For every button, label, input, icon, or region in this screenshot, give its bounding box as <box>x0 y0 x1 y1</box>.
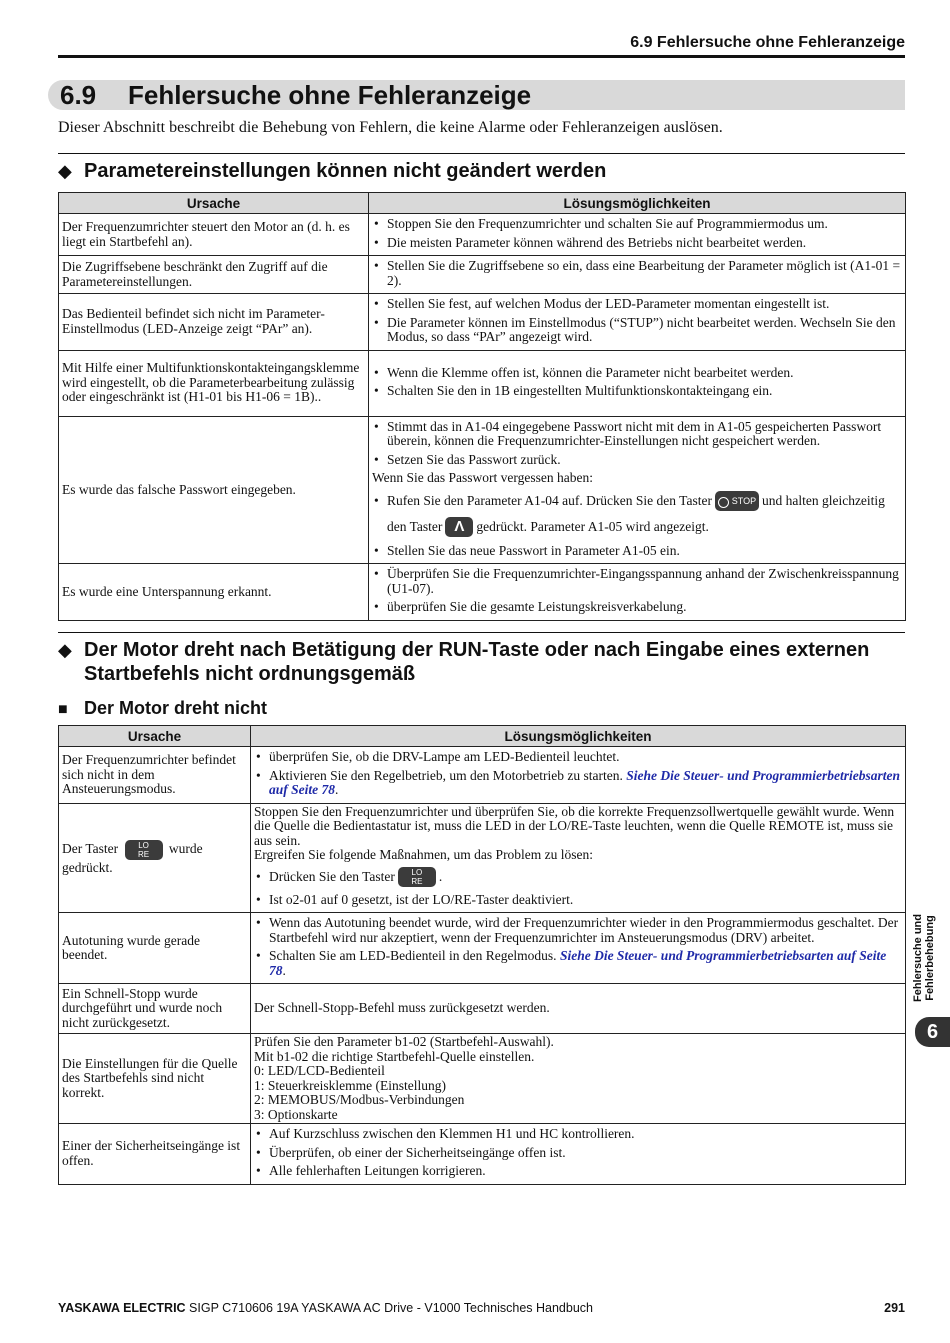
solution-cell <box>369 256 906 294</box>
table-row <box>59 294 906 351</box>
cause-cell: Die Zugriffsebene beschränkt den Zugriff auf die Parametereinstellungen. <box>59 256 369 294</box>
solution-line: Prüfen Sie den Parameter b1-02 (Startbefehl-Auswahl). <box>254 1034 554 1049</box>
solution-item: • Überprüfen, ob einer der Sicherheitseingänge offen ist. <box>254 1146 902 1161</box>
solution-cell <box>369 294 906 351</box>
cause-cell: Der Taster LO RE wurde gedrückt. <box>59 803 251 913</box>
lo-re-key-icon: LO RE <box>398 867 436 887</box>
solution-item: • Auf Kurzschluss zwischen den Klemmen H1 und HC kontrollieren. <box>254 1127 902 1142</box>
forgot-password-label: Wenn Sie das Passwort vergessen haben: <box>372 470 593 485</box>
solution-item: • Schalten Sie am LED-Bedienteil in den Regelmodus. Siehe Die Steuer- und Programmierbetriebsarten auf Seite 78. <box>254 949 902 978</box>
table-row <box>59 803 906 913</box>
cause-cell: Es wurde eine Unterspannung erkannt. <box>59 564 369 621</box>
solution-line: 0: LED/LCD-Bedienteil <box>254 1063 385 1078</box>
column-header-solutions: Lösungsmöglichkeiten <box>251 726 906 747</box>
solution-cell <box>251 747 906 804</box>
section-number: 6.9 <box>60 80 97 110</box>
chapter-side-tab <box>900 906 948 1016</box>
solution-item: • überprüfen Sie, ob die DRV-Lampe am LED-Bedienteil leuchtet. <box>254 750 902 765</box>
solution-item: • Stellen Sie das neue Passwort in Parameter A1-05 ein. <box>372 544 902 559</box>
footer <box>58 1301 905 1315</box>
cause-cell: Es wurde das falsche Passwort eingegeben. <box>59 416 369 564</box>
column-header-cause: Ursache <box>59 726 251 747</box>
solution-cell <box>369 416 906 564</box>
subsubsection-heading <box>58 696 267 722</box>
table-row <box>59 214 906 256</box>
subsection-title: Parametereinstellungen können nicht geändert werden <box>84 160 607 182</box>
table-row <box>59 256 906 294</box>
solution-item: • Alle fehlerhaften Leitungen korrigieren. <box>254 1164 902 1179</box>
solution-item: • Drücken Sie den Taster LO RE . <box>254 865 902 889</box>
square-icon: ■ <box>58 701 68 718</box>
solution-cell <box>369 350 906 416</box>
column-header-solutions: Lösungsmöglichkeiten <box>369 193 906 214</box>
solution-item: • Stoppen Sie den Frequenzumrichter und schalten Sie auf Programmiermodus um. <box>372 217 902 232</box>
subsection-rule <box>58 153 905 154</box>
table-row <box>59 747 906 804</box>
cause-cell: Die Einstellungen für die Quelle des Startbefehls sind nicht korrekt. <box>59 1034 251 1124</box>
table-row <box>59 350 906 416</box>
solution-line: 2: MEMOBUS/Modbus-Verbindungen <box>254 1092 465 1107</box>
stop-key-icon: STOP <box>715 491 759 511</box>
diamond-icon: ◆ <box>58 640 72 660</box>
solution-item: • Setzen Sie das Passwort zurück. <box>372 453 902 468</box>
solution-item: • Überprüfen Sie die Frequenzumrichter-Eingangsspannung anhand der Zwischenkreisspannung (U1-07). <box>372 567 902 596</box>
solution-cell <box>251 913 906 984</box>
subsection-rule <box>58 632 905 633</box>
footer-document: SIGP C710606 19A YASKAWA AC Drive - V1000 Technisches Handbuch <box>185 1301 593 1315</box>
solution-item: • Stimmt das in A1-04 eingegebene Passwort nicht mit dem in A1-05 gespeicherten Passwort überein, können die Frequenzumrichter-Einstellungen nicht gespeichert werden. <box>372 420 902 449</box>
subsubsection-title: Der Motor dreht nicht <box>84 698 267 718</box>
solution-cell <box>251 1034 906 1124</box>
cause-cell: Mit Hilfe einer Multifunktionskontakteingangsklemme wird eingestellt, ob die Parameterbearbeitung zulässig oder eingeschränkt ist (H1-01 bis H1-06 = 1B).. <box>59 350 369 416</box>
solution-item: • Rufen Sie den Parameter A1-04 auf. Drücken Sie den Taster STOP und halten gleichzeitig den Taster Λ gedrückt. Parameter A1-05 wird angezeigt. <box>372 488 902 540</box>
table-row <box>59 416 906 564</box>
solution-line: Mit b1-02 die richtige Startbefehl-Quelle einstellen. <box>254 1048 535 1064</box>
table-row <box>59 1034 906 1124</box>
solution-line: 3: Optionskarte <box>254 1106 338 1122</box>
section-title-bar <box>48 80 905 110</box>
subsection-title-line2: Startbefehls nicht ordnungsgemäß <box>84 663 416 685</box>
table-row <box>59 984 906 1034</box>
chapter-side-tab-label: Fehlersuche und Fehlerbehebung <box>912 913 936 1003</box>
section-title: Fehlersuche ohne Fehleranzeige <box>128 80 532 110</box>
solution-item: • Aktivieren Sie den Regelbetrieb, um den Motorbetrieb zu starten. Siehe Die Steuer- und Programmierbetriebsarten auf Seite 78. <box>254 769 902 798</box>
solution-text: Stoppen Sie den Frequenzumrichter und überprüfen Sie, ob die korrekte Frequenzsollwertquelle gewählt wurde. Wenn die Quelle die Bedientastatur ist, muss die LED in der LO/RE-Taste leuchten, wenn die Quelle REMOTE ist, muss sie aus sein. <box>254 803 895 848</box>
up-arrow-key-icon: Λ <box>445 517 473 537</box>
solution-line: 1: Steuerkreisklemme (Einstellung) <box>254 1077 446 1093</box>
solution-item: • Stellen Sie die Zugriffsebene so ein, dass eine Bearbeitung der Parameter möglich ist (A1-01 = 2). <box>372 259 902 288</box>
solution-item: • Ist o2-01 auf 0 gesetzt, ist der LO/RE-Taster deaktiviert. <box>254 893 902 908</box>
solution-text: Ergreifen Sie folgende Maßnahmen, um das Problem zu lösen: <box>254 847 594 862</box>
diamond-icon: ◆ <box>58 161 72 181</box>
cause-cell: Das Bedienteil befindet sich nicht im Parameter-Einstellmodus (LED-Anzeige zeigt “PAr” an). <box>59 294 369 351</box>
cross-reference-link[interactable]: Siehe Die Steuer- und Programmierbetriebsarten auf Seite 78 <box>269 948 887 978</box>
subsection-title-line1: Der Motor dreht nach Betätigung der RUN-Taste oder nach Eingabe eines externen <box>84 639 870 661</box>
table-row <box>59 1124 906 1185</box>
subsection-heading <box>58 159 606 183</box>
solution-cell: Der Schnell-Stopp-Befehl muss zurückgesetzt werden. <box>251 984 906 1034</box>
solution-item: • überprüfen Sie die gesamte Leistungskreisverkabelung. <box>372 600 902 615</box>
solution-item: • Wenn die Klemme offen ist, können die Parameter nicht bearbeitet werden. <box>372 366 902 381</box>
cause-cell: Einer der Sicherheitseingänge ist offen. <box>59 1124 251 1185</box>
running-header: 6.9 Fehlersuche ohne Fehleranzeige <box>630 34 905 51</box>
table-row <box>59 913 906 984</box>
intro-paragraph: Dieser Abschnitt beschreibt die Behebung von Fehlern, die keine Alarme oder Fehleranzeigen auslösen. <box>58 119 723 136</box>
chapter-number-tab: 6 <box>915 1017 950 1047</box>
column-header-cause: Ursache <box>59 193 369 214</box>
cause-cell: Autotuning wurde gerade beendet. <box>59 913 251 984</box>
cause-cell: Der Frequenzumrichter steuert den Motor an (d. h. es liegt ein Startbefehl an). <box>59 214 369 256</box>
solution-cell <box>251 1124 906 1185</box>
solution-item: • Die Parameter können im Einstellmodus (“STUP”) nicht bearbeitet werden. Wechseln Sie den Modus, so dass “PAr” angezeigt wird. <box>372 316 902 345</box>
subsection-heading <box>58 638 869 686</box>
cross-reference-link[interactable]: Siehe Die Steuer- und Programmierbetriebsarten auf Seite 78 <box>269 767 901 797</box>
solution-cell <box>369 214 906 256</box>
solution-item: • Schalten Sie den in 1B eingestellten Multifunktionskontakteingang ein. <box>372 384 902 399</box>
solution-item: • Die meisten Parameter können während des Betriebs nicht bearbeitet werden. <box>372 236 902 251</box>
header-rule <box>58 55 905 58</box>
parameter-table <box>58 192 906 621</box>
solution-cell <box>251 803 906 913</box>
solution-cell <box>369 564 906 621</box>
cause-cell: Der Frequenzumrichter befindet sich nicht in dem Ansteuerungsmodus. <box>59 747 251 804</box>
cause-cell: Ein Schnell-Stopp wurde durchgeführt und wurde noch nicht zurückgesetzt. <box>59 984 251 1034</box>
footer-brand: YASKAWA ELECTRIC <box>58 1301 186 1315</box>
solution-item: • Stellen Sie fest, auf welchen Modus der LED-Parameter momentan eingestellt ist. <box>372 297 902 312</box>
solution-item: • Wenn das Autotuning beendet wurde, wird der Frequenzumrichter wieder in den Programmiermodus geschaltet. Der Startbefehl wird nur akzeptiert, wenn der Frequenzumrichter im Ansteuerungsmodus (DRV) arbeitet. <box>254 916 902 945</box>
table-row <box>59 564 906 621</box>
motor-table <box>58 725 906 1185</box>
lo-re-key-icon: LO RE <box>125 840 163 860</box>
page-number: 291 <box>884 1301 905 1315</box>
